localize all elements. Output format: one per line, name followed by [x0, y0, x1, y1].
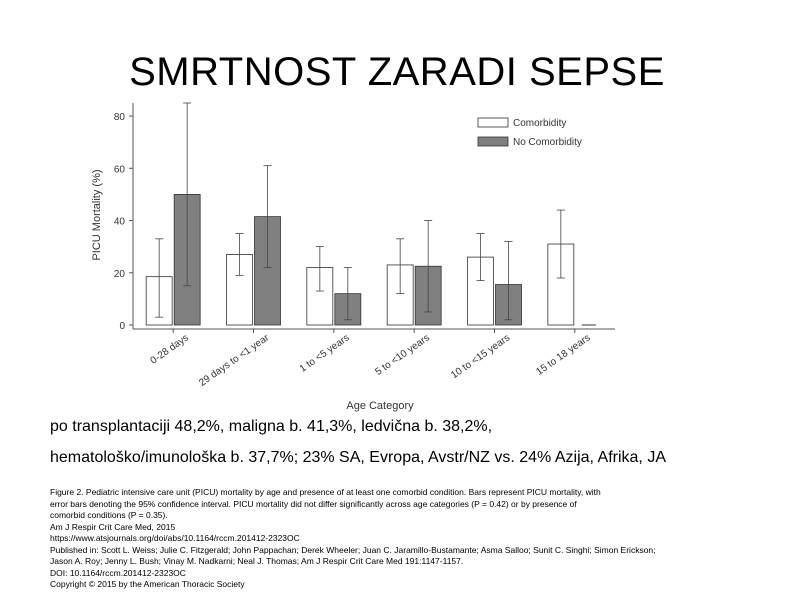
- legend-swatch: [478, 137, 508, 146]
- caption-link[interactable]: https://www.atsjournals.org/doi/abs/10.1164/rccm.201412-2323OC: [50, 533, 300, 543]
- x-axis-label: Age Category: [346, 400, 414, 412]
- y-tick-label: 40: [113, 216, 125, 228]
- y-tick-label: 20: [113, 268, 125, 280]
- body-text-line-2: hematološko/imunološka b. 37,7%; 23% SA, Evropa, Avstr/NZ vs. 24% Azija, Afrika, JA: [50, 449, 666, 466]
- caption-line: error bars denoting the 95% confidence interval. PICU mortality did not differ significantly across age categories (P = 0.42) or by presence of: [50, 498, 577, 509]
- caption-line: Copyright © 2015 by the American Thoracic Society: [50, 579, 245, 589]
- caption-line: comorbid conditions (P = 0.35).: [50, 510, 168, 520]
- x-tick-label: 5 to <10 years: [373, 332, 432, 378]
- caption-line: Am J Respir Crit Care Med, 2015: [50, 521, 176, 532]
- slide-title: SMRTNOST ZARADI SEPSE: [129, 50, 665, 94]
- caption-line: Jason A. Roy; Jenny L. Bush; Vinay M. Nadkarni; Neal J. Thomas; Am J Respir Crit Care Med 191:1147-1157.: [50, 556, 464, 566]
- y-tick-label: 80: [113, 112, 125, 124]
- legend-swatch: [478, 118, 508, 127]
- legend-label: No Comorbidity: [513, 137, 582, 148]
- caption-line: Published in: Scott L. Weiss; Julie C. Fitzgerald; John Pappachan; Derek Wheeler; Juan C. Jaramillo-Bustamante; Asma Salloo; Sunit C. Singhi; Simon Erickson;: [50, 544, 656, 555]
- x-tick-label: 0-28 days: [148, 332, 191, 367]
- caption-line: DOI: 10.1164/rccm.201412-2323OC: [50, 567, 186, 578]
- legend: [478, 118, 582, 148]
- y-axis: [114, 103, 133, 332]
- x-axis: [133, 329, 615, 389]
- y-tick-label: 60: [113, 164, 125, 176]
- body-text-line-1: po transplantaciji 48,2%, maligna b. 41,3%, ledvična b. 38,2%,: [50, 418, 493, 435]
- y-tick-label: 0: [119, 321, 125, 332]
- legend-label: Comorbidity: [513, 118, 567, 129]
- x-tick-label: 29 days to <1 year: [197, 332, 272, 389]
- x-tick-label: 15 to 18 years: [534, 332, 593, 378]
- x-tick-label: 1 to <5 years: [297, 332, 352, 375]
- y-axis-label: PICU Mortality (%): [91, 169, 103, 261]
- x-tick-label: 10 to <15 years: [449, 332, 513, 382]
- caption-line: Figure 2. Pediatric intensive care unit (PICU) mortality by age and presence of at least one comorbid condition. Bars represent PICU mortality, with: [50, 487, 601, 497]
- figure-caption: [50, 487, 770, 591]
- mortality-bar-chart: [80, 100, 640, 415]
